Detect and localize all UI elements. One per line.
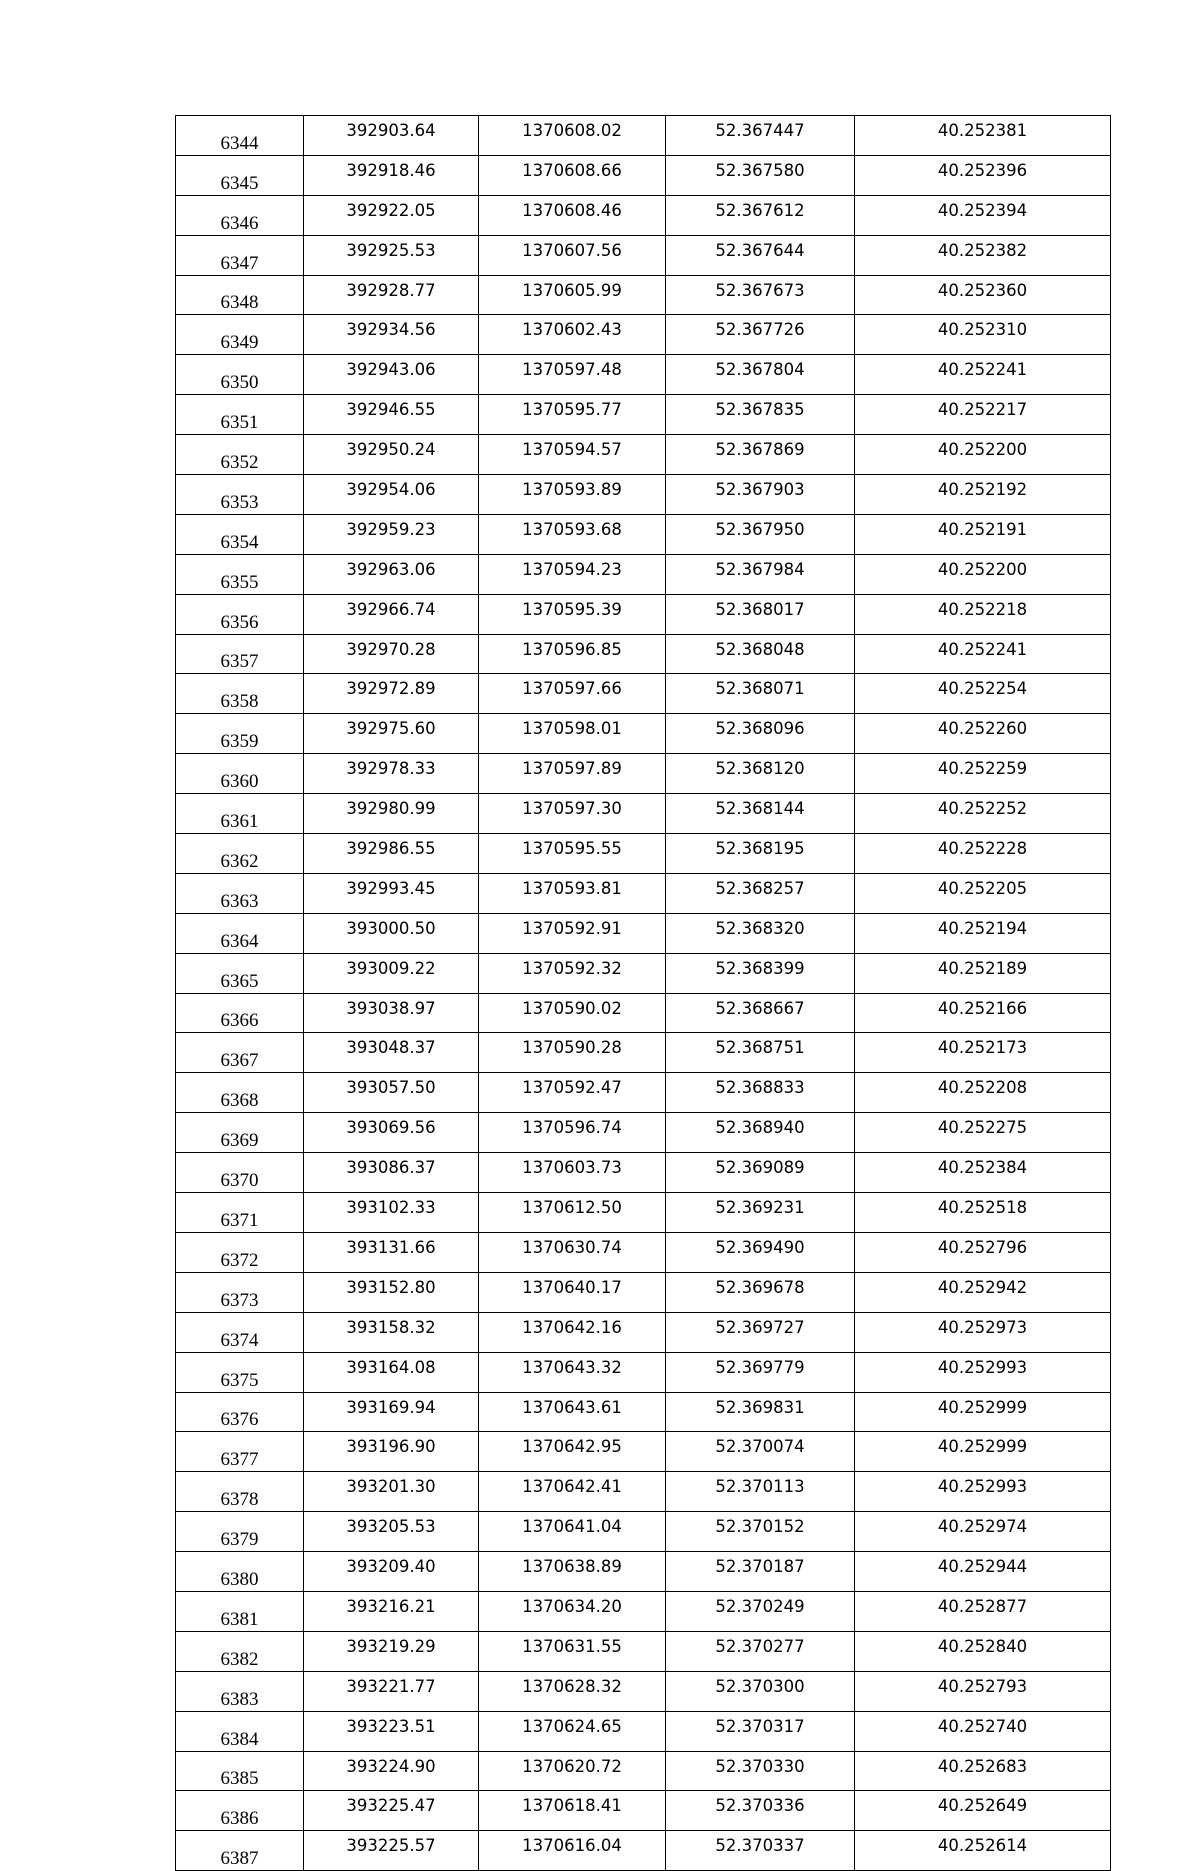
x-coordinate-cell: 393196.90 (304, 1432, 479, 1472)
latitude-cell: 52.368144 (666, 794, 855, 834)
x-coordinate-cell: 393169.94 (304, 1392, 479, 1432)
y-coordinate-cell: 1370592.47 (479, 1073, 666, 1113)
y-coordinate-cell: 1370592.91 (479, 913, 666, 953)
table-row (176, 435, 1111, 475)
y-coordinate-cell: 1370607.56 (479, 235, 666, 275)
longitude-cell: 40.252384 (855, 1153, 1111, 1193)
point-number-cell: 6387 (176, 1831, 304, 1871)
longitude-cell: 40.252241 (855, 634, 1111, 674)
longitude-cell: 40.252974 (855, 1512, 1111, 1552)
point-number-cell: 6356 (176, 594, 304, 634)
point-number-cell: 6357 (176, 634, 304, 674)
longitude-cell: 40.252840 (855, 1631, 1111, 1671)
y-coordinate-cell: 1370594.23 (479, 554, 666, 594)
point-number-cell: 6346 (176, 195, 304, 235)
table-row (176, 554, 1111, 594)
x-coordinate-cell: 392943.06 (304, 355, 479, 395)
longitude-cell: 40.252191 (855, 514, 1111, 554)
y-coordinate-cell: 1370608.46 (479, 195, 666, 235)
longitude-cell: 40.252173 (855, 1033, 1111, 1073)
table-row (176, 1392, 1111, 1432)
table-row (176, 913, 1111, 953)
point-number-cell: 6383 (176, 1671, 304, 1711)
latitude-cell: 52.367804 (666, 355, 855, 395)
longitude-cell: 40.252518 (855, 1193, 1111, 1233)
table-row (176, 315, 1111, 355)
point-number-cell: 6372 (176, 1232, 304, 1272)
coordinates-table-body (176, 116, 1111, 1871)
y-coordinate-cell: 1370630.74 (479, 1232, 666, 1272)
x-coordinate-cell: 393158.32 (304, 1312, 479, 1352)
longitude-cell: 40.252241 (855, 355, 1111, 395)
latitude-cell: 52.370277 (666, 1631, 855, 1671)
y-coordinate-cell: 1370638.89 (479, 1552, 666, 1592)
table-row (176, 1073, 1111, 1113)
latitude-cell: 52.368017 (666, 594, 855, 634)
y-coordinate-cell: 1370642.41 (479, 1472, 666, 1512)
point-number-cell: 6367 (176, 1033, 304, 1073)
longitude-cell: 40.252649 (855, 1791, 1111, 1831)
point-number-cell: 6365 (176, 953, 304, 993)
table-row (176, 155, 1111, 195)
point-number-cell: 6344 (176, 116, 304, 156)
x-coordinate-cell: 392970.28 (304, 634, 479, 674)
x-coordinate-cell: 393164.08 (304, 1352, 479, 1392)
longitude-cell: 40.252260 (855, 714, 1111, 754)
point-number-cell: 6377 (176, 1432, 304, 1472)
x-coordinate-cell: 393102.33 (304, 1193, 479, 1233)
x-coordinate-cell: 393216.21 (304, 1591, 479, 1631)
y-coordinate-cell: 1370596.85 (479, 634, 666, 674)
longitude-cell: 40.252877 (855, 1591, 1111, 1631)
x-coordinate-cell: 393009.22 (304, 953, 479, 993)
table-row (176, 873, 1111, 913)
y-coordinate-cell: 1370596.74 (479, 1113, 666, 1153)
longitude-cell: 40.252200 (855, 435, 1111, 475)
table-row (176, 1193, 1111, 1233)
x-coordinate-cell: 393069.56 (304, 1113, 479, 1153)
point-number-cell: 6384 (176, 1711, 304, 1751)
latitude-cell: 52.369678 (666, 1272, 855, 1312)
table-row (176, 953, 1111, 993)
y-coordinate-cell: 1370634.20 (479, 1591, 666, 1631)
longitude-cell: 40.252944 (855, 1552, 1111, 1592)
latitude-cell: 52.369490 (666, 1232, 855, 1272)
point-number-cell: 6381 (176, 1591, 304, 1631)
latitude-cell: 52.369727 (666, 1312, 855, 1352)
table-row (176, 594, 1111, 634)
latitude-cell: 52.367580 (666, 155, 855, 195)
x-coordinate-cell: 393057.50 (304, 1073, 479, 1113)
table-row (176, 834, 1111, 874)
point-number-cell: 6349 (176, 315, 304, 355)
latitude-cell: 52.367673 (666, 275, 855, 315)
latitude-cell: 52.367984 (666, 554, 855, 594)
point-number-cell: 6348 (176, 275, 304, 315)
point-number-cell: 6376 (176, 1392, 304, 1432)
x-coordinate-cell: 393219.29 (304, 1631, 479, 1671)
longitude-cell: 40.252254 (855, 674, 1111, 714)
latitude-cell: 52.370336 (666, 1791, 855, 1831)
x-coordinate-cell: 393225.57 (304, 1831, 479, 1871)
y-coordinate-cell: 1370593.81 (479, 873, 666, 913)
x-coordinate-cell: 392946.55 (304, 395, 479, 435)
y-coordinate-cell: 1370642.16 (479, 1312, 666, 1352)
y-coordinate-cell: 1370597.89 (479, 754, 666, 794)
table-row (176, 1472, 1111, 1512)
x-coordinate-cell: 393225.47 (304, 1791, 479, 1831)
longitude-cell: 40.252999 (855, 1432, 1111, 1472)
y-coordinate-cell: 1370597.30 (479, 794, 666, 834)
point-number-cell: 6354 (176, 514, 304, 554)
y-coordinate-cell: 1370590.28 (479, 1033, 666, 1073)
y-coordinate-cell: 1370597.48 (479, 355, 666, 395)
latitude-cell: 52.368320 (666, 913, 855, 953)
x-coordinate-cell: 392934.56 (304, 315, 479, 355)
latitude-cell: 52.368096 (666, 714, 855, 754)
table-row (176, 1033, 1111, 1073)
x-coordinate-cell: 392978.33 (304, 754, 479, 794)
x-coordinate-cell: 392922.05 (304, 195, 479, 235)
latitude-cell: 52.368667 (666, 993, 855, 1033)
y-coordinate-cell: 1370628.32 (479, 1671, 666, 1711)
point-number-cell: 6366 (176, 993, 304, 1033)
y-coordinate-cell: 1370595.39 (479, 594, 666, 634)
y-coordinate-cell: 1370616.04 (479, 1831, 666, 1871)
x-coordinate-cell: 392959.23 (304, 514, 479, 554)
y-coordinate-cell: 1370602.43 (479, 315, 666, 355)
table-row (176, 195, 1111, 235)
y-coordinate-cell: 1370605.99 (479, 275, 666, 315)
y-coordinate-cell: 1370618.41 (479, 1791, 666, 1831)
y-coordinate-cell: 1370620.72 (479, 1751, 666, 1791)
x-coordinate-cell: 393131.66 (304, 1232, 479, 1272)
coordinates-table (175, 115, 1111, 1871)
latitude-cell: 52.370249 (666, 1591, 855, 1631)
table-row (176, 1312, 1111, 1352)
table-row (176, 275, 1111, 315)
longitude-cell: 40.252381 (855, 116, 1111, 156)
y-coordinate-cell: 1370597.66 (479, 674, 666, 714)
x-coordinate-cell: 393038.97 (304, 993, 479, 1033)
y-coordinate-cell: 1370603.73 (479, 1153, 666, 1193)
longitude-cell: 40.252310 (855, 315, 1111, 355)
point-number-cell: 6358 (176, 674, 304, 714)
x-coordinate-cell: 392925.53 (304, 235, 479, 275)
longitude-cell: 40.252166 (855, 993, 1111, 1033)
x-coordinate-cell: 393205.53 (304, 1512, 479, 1552)
latitude-cell: 52.367612 (666, 195, 855, 235)
x-coordinate-cell: 393201.30 (304, 1472, 479, 1512)
latitude-cell: 52.367447 (666, 116, 855, 156)
latitude-cell: 52.367726 (666, 315, 855, 355)
y-coordinate-cell: 1370590.02 (479, 993, 666, 1033)
point-number-cell: 6386 (176, 1791, 304, 1831)
table-row (176, 395, 1111, 435)
table-row (176, 235, 1111, 275)
point-number-cell: 6369 (176, 1113, 304, 1153)
point-number-cell: 6350 (176, 355, 304, 395)
point-number-cell: 6373 (176, 1272, 304, 1312)
table-row (176, 355, 1111, 395)
y-coordinate-cell: 1370594.57 (479, 435, 666, 475)
latitude-cell: 52.368048 (666, 634, 855, 674)
longitude-cell: 40.252993 (855, 1352, 1111, 1392)
x-coordinate-cell: 393209.40 (304, 1552, 479, 1592)
latitude-cell: 52.368195 (666, 834, 855, 874)
table-row (176, 1831, 1111, 1871)
latitude-cell: 52.367644 (666, 235, 855, 275)
table-row (176, 514, 1111, 554)
point-number-cell: 6380 (176, 1552, 304, 1592)
point-number-cell: 6355 (176, 554, 304, 594)
y-coordinate-cell: 1370643.61 (479, 1392, 666, 1432)
table-row (176, 993, 1111, 1033)
x-coordinate-cell: 393152.80 (304, 1272, 479, 1312)
point-number-cell: 6361 (176, 794, 304, 834)
y-coordinate-cell: 1370592.32 (479, 953, 666, 993)
x-coordinate-cell: 392966.74 (304, 594, 479, 634)
latitude-cell: 52.367835 (666, 395, 855, 435)
point-number-cell: 6378 (176, 1472, 304, 1512)
table-row (176, 1671, 1111, 1711)
longitude-cell: 40.252275 (855, 1113, 1111, 1153)
latitude-cell: 52.370300 (666, 1671, 855, 1711)
latitude-cell: 52.369089 (666, 1153, 855, 1193)
latitude-cell: 52.370187 (666, 1552, 855, 1592)
latitude-cell: 52.368071 (666, 674, 855, 714)
longitude-cell: 40.252205 (855, 873, 1111, 913)
table-row (176, 1232, 1111, 1272)
latitude-cell: 52.368257 (666, 873, 855, 913)
table-row (176, 116, 1111, 156)
point-number-cell: 6360 (176, 754, 304, 794)
x-coordinate-cell: 392954.06 (304, 475, 479, 515)
longitude-cell: 40.252192 (855, 475, 1111, 515)
point-number-cell: 6375 (176, 1352, 304, 1392)
latitude-cell: 52.370330 (666, 1751, 855, 1791)
latitude-cell: 52.368399 (666, 953, 855, 993)
point-number-cell: 6370 (176, 1153, 304, 1193)
table-row (176, 475, 1111, 515)
latitude-cell: 52.370317 (666, 1711, 855, 1751)
y-coordinate-cell: 1370608.02 (479, 116, 666, 156)
point-number-cell: 6347 (176, 235, 304, 275)
y-coordinate-cell: 1370595.77 (479, 395, 666, 435)
latitude-cell: 52.370152 (666, 1512, 855, 1552)
point-number-cell: 6345 (176, 155, 304, 195)
latitude-cell: 52.369231 (666, 1193, 855, 1233)
latitude-cell: 52.368120 (666, 754, 855, 794)
latitude-cell: 52.370074 (666, 1432, 855, 1472)
x-coordinate-cell: 392950.24 (304, 435, 479, 475)
latitude-cell: 52.368833 (666, 1073, 855, 1113)
point-number-cell: 6379 (176, 1512, 304, 1552)
longitude-cell: 40.252796 (855, 1232, 1111, 1272)
table-row (176, 1512, 1111, 1552)
point-number-cell: 6385 (176, 1751, 304, 1791)
point-number-cell: 6364 (176, 913, 304, 953)
y-coordinate-cell: 1370593.68 (479, 514, 666, 554)
table-row (176, 1352, 1111, 1392)
point-number-cell: 6363 (176, 873, 304, 913)
table-row (176, 674, 1111, 714)
y-coordinate-cell: 1370640.17 (479, 1272, 666, 1312)
table-row (176, 634, 1111, 674)
longitude-cell: 40.252999 (855, 1392, 1111, 1432)
x-coordinate-cell: 393224.90 (304, 1751, 479, 1791)
y-coordinate-cell: 1370598.01 (479, 714, 666, 754)
longitude-cell: 40.252740 (855, 1711, 1111, 1751)
table-row (176, 1751, 1111, 1791)
latitude-cell: 52.368751 (666, 1033, 855, 1073)
point-number-cell: 6374 (176, 1312, 304, 1352)
table-row (176, 1272, 1111, 1312)
latitude-cell: 52.370337 (666, 1831, 855, 1871)
table-row (176, 1552, 1111, 1592)
point-number-cell: 6352 (176, 435, 304, 475)
latitude-cell: 52.368940 (666, 1113, 855, 1153)
longitude-cell: 40.252200 (855, 554, 1111, 594)
longitude-cell: 40.252942 (855, 1272, 1111, 1312)
latitude-cell: 52.367869 (666, 435, 855, 475)
longitude-cell: 40.252228 (855, 834, 1111, 874)
x-coordinate-cell: 392980.99 (304, 794, 479, 834)
point-number-cell: 6371 (176, 1193, 304, 1233)
x-coordinate-cell: 393086.37 (304, 1153, 479, 1193)
x-coordinate-cell: 393048.37 (304, 1033, 479, 1073)
latitude-cell: 52.367950 (666, 514, 855, 554)
longitude-cell: 40.252614 (855, 1831, 1111, 1871)
table-row (176, 1591, 1111, 1631)
latitude-cell: 52.367903 (666, 475, 855, 515)
longitude-cell: 40.252217 (855, 395, 1111, 435)
table-row (176, 1113, 1111, 1153)
longitude-cell: 40.252252 (855, 794, 1111, 834)
point-number-cell: 6362 (176, 834, 304, 874)
longitude-cell: 40.252360 (855, 275, 1111, 315)
y-coordinate-cell: 1370612.50 (479, 1193, 666, 1233)
table-row (176, 1791, 1111, 1831)
x-coordinate-cell: 392903.64 (304, 116, 479, 156)
x-coordinate-cell: 393221.77 (304, 1671, 479, 1711)
longitude-cell: 40.252382 (855, 235, 1111, 275)
x-coordinate-cell: 392993.45 (304, 873, 479, 913)
x-coordinate-cell: 392928.77 (304, 275, 479, 315)
table-row (176, 1711, 1111, 1751)
longitude-cell: 40.252208 (855, 1073, 1111, 1113)
longitude-cell: 40.252973 (855, 1312, 1111, 1352)
y-coordinate-cell: 1370608.66 (479, 155, 666, 195)
y-coordinate-cell: 1370641.04 (479, 1512, 666, 1552)
table-row (176, 794, 1111, 834)
point-number-cell: 6368 (176, 1073, 304, 1113)
table-row (176, 1432, 1111, 1472)
y-coordinate-cell: 1370593.89 (479, 475, 666, 515)
table-row (176, 714, 1111, 754)
longitude-cell: 40.252396 (855, 155, 1111, 195)
longitude-cell: 40.252218 (855, 594, 1111, 634)
latitude-cell: 52.369779 (666, 1352, 855, 1392)
y-coordinate-cell: 1370631.55 (479, 1631, 666, 1671)
y-coordinate-cell: 1370643.32 (479, 1352, 666, 1392)
x-coordinate-cell: 393223.51 (304, 1711, 479, 1751)
x-coordinate-cell: 392918.46 (304, 155, 479, 195)
point-number-cell: 6351 (176, 395, 304, 435)
longitude-cell: 40.252993 (855, 1472, 1111, 1512)
table-row (176, 754, 1111, 794)
table-row (176, 1153, 1111, 1193)
latitude-cell: 52.369831 (666, 1392, 855, 1432)
y-coordinate-cell: 1370624.65 (479, 1711, 666, 1751)
longitude-cell: 40.252793 (855, 1671, 1111, 1711)
longitude-cell: 40.252194 (855, 913, 1111, 953)
y-coordinate-cell: 1370642.95 (479, 1432, 666, 1472)
longitude-cell: 40.252394 (855, 195, 1111, 235)
y-coordinate-cell: 1370595.55 (479, 834, 666, 874)
latitude-cell: 52.370113 (666, 1472, 855, 1512)
x-coordinate-cell: 393000.50 (304, 913, 479, 953)
x-coordinate-cell: 392963.06 (304, 554, 479, 594)
table-row (176, 1631, 1111, 1671)
longitude-cell: 40.252683 (855, 1751, 1111, 1791)
longitude-cell: 40.252259 (855, 754, 1111, 794)
longitude-cell: 40.252189 (855, 953, 1111, 993)
point-number-cell: 6359 (176, 714, 304, 754)
x-coordinate-cell: 392975.60 (304, 714, 479, 754)
point-number-cell: 6382 (176, 1631, 304, 1671)
x-coordinate-cell: 392972.89 (304, 674, 479, 714)
x-coordinate-cell: 392986.55 (304, 834, 479, 874)
point-number-cell: 6353 (176, 475, 304, 515)
